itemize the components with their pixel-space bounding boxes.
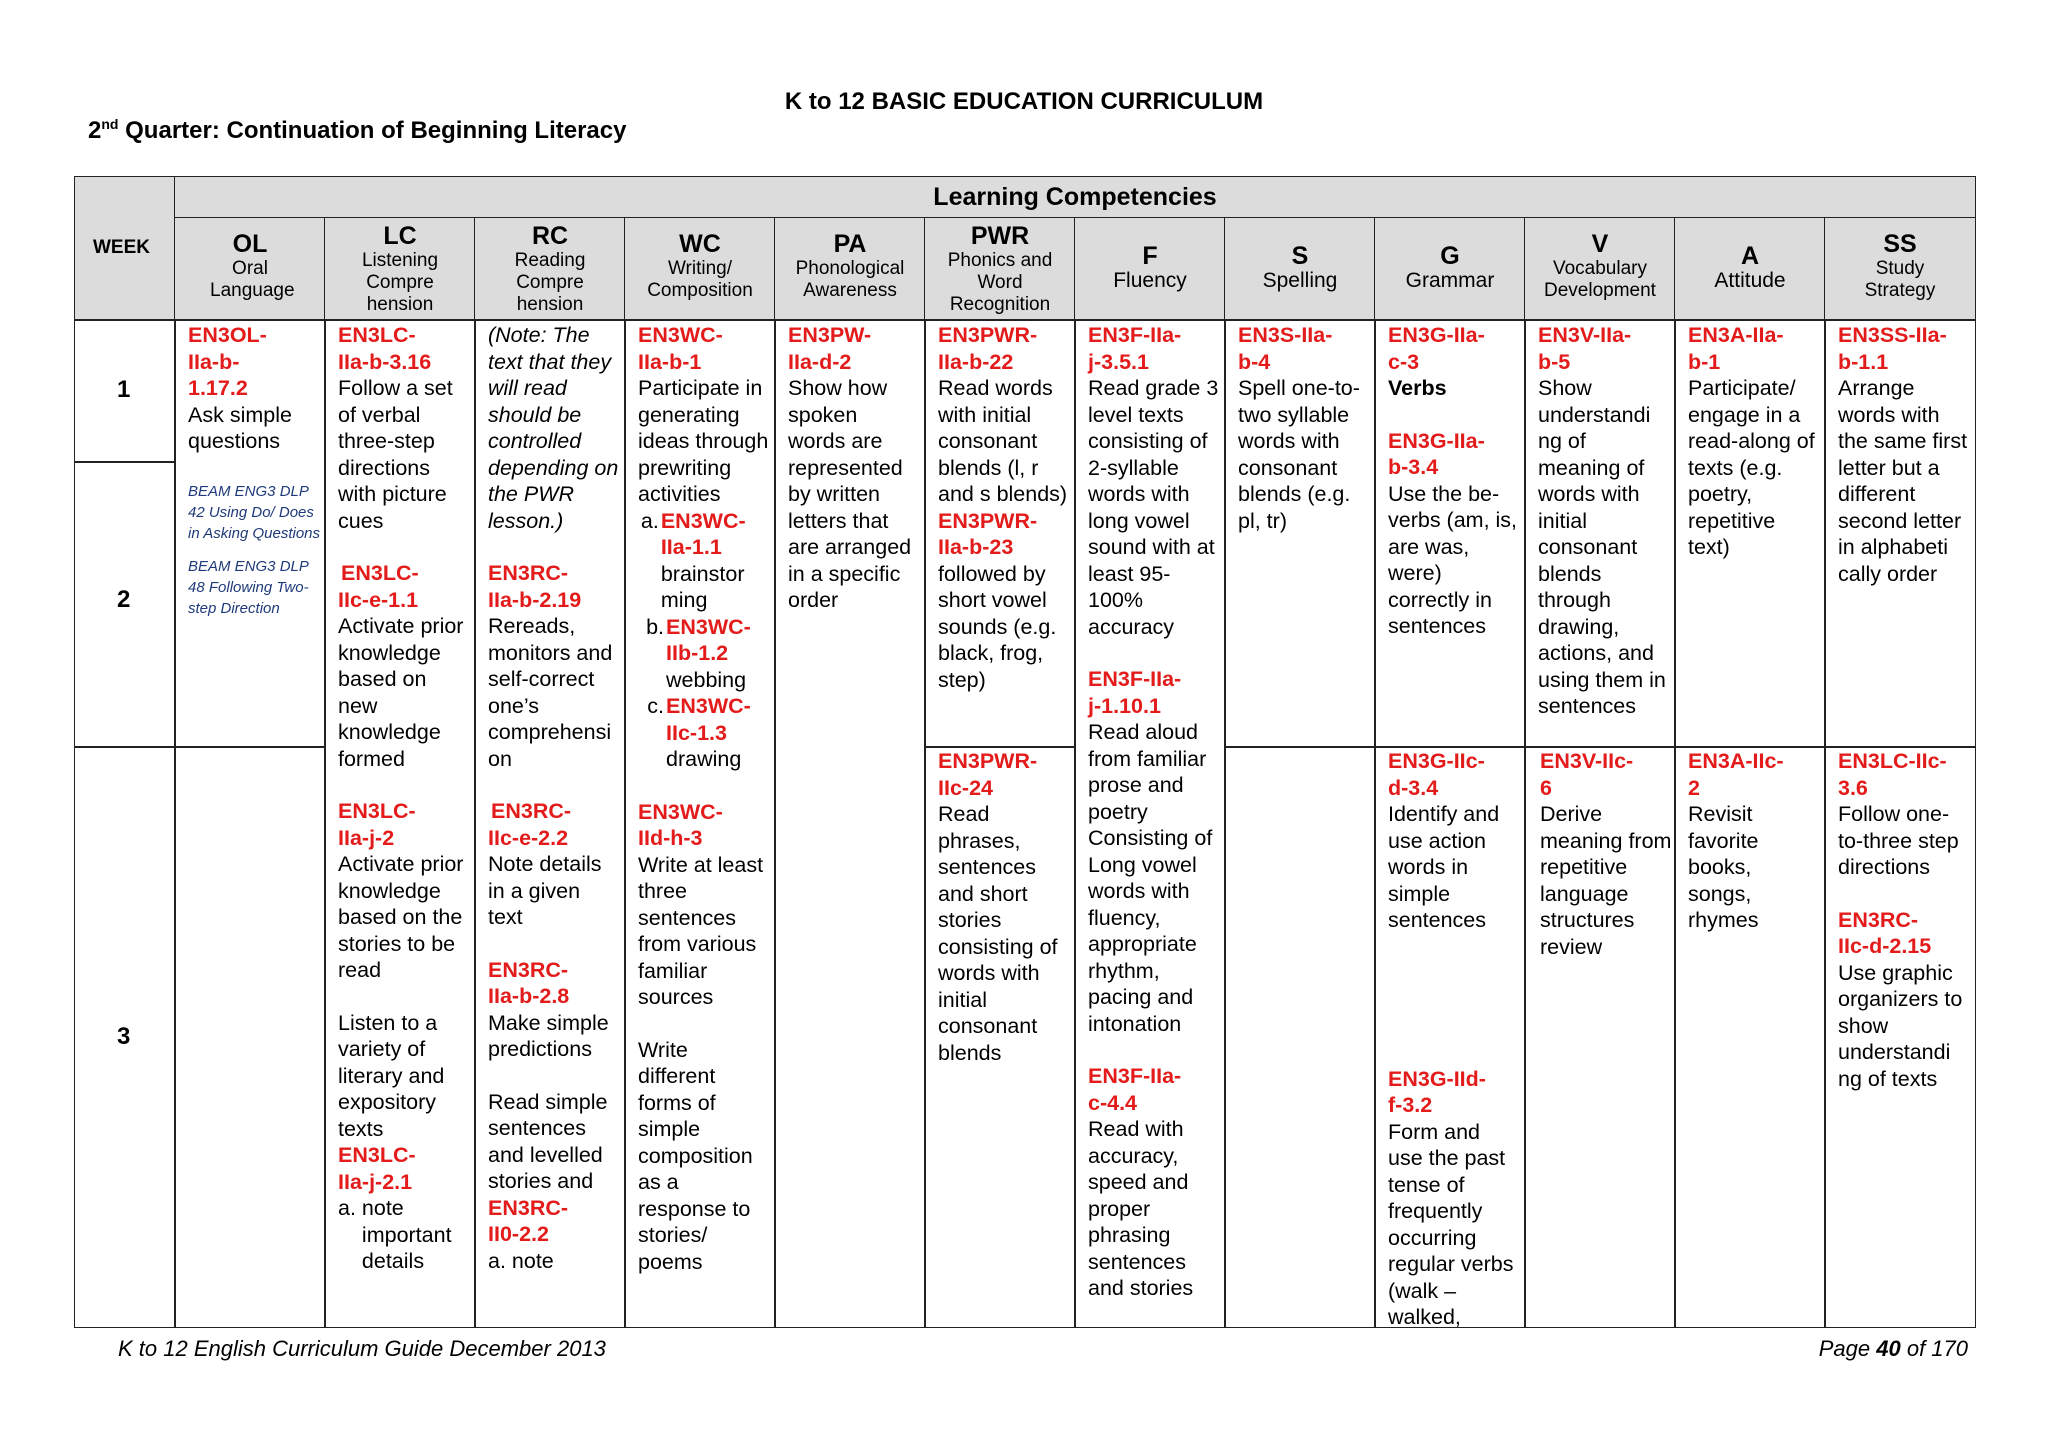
column-header-lc: LC Listening Compre hension xyxy=(324,217,476,321)
ss-content-weeks-1-2: EN3SS-IIa- b-1.1 Arrange words with the same first letter but a different second letter in alphabeti cally order xyxy=(1838,323,1968,586)
column-header-wc: WC Writing/ Composition xyxy=(624,217,776,321)
a-content-week-3: EN3A-IIc- 2 Revisit favorite books, songs, rhymes xyxy=(1688,749,1784,932)
a-content-weeks-1-2: EN3A-IIa- b-1 Participate/ engage in a read-along of texts (e.g. poetry, repetitive text) xyxy=(1688,323,1815,559)
lc-content: EN3LC- IIa-b-3.16 Follow a set of verbal three-step directions with picture cues EN3LC- IIc-e-1.1 Activate prior knowledge based on new knowledge formed EN3LC- IIa-j-2 Activate prior knowledge based on the stories to be read Listen to a variety of literary and expository texts EN3LC- IIa-j-2.1 a. note important details xyxy=(338,323,464,1273)
s-cell-week-3 xyxy=(1224,746,1376,1328)
wc-content: EN3WC- IIa-b-1 Participate in generating ideas through prewriting activities a. EN3WC- IIa-1.1 brainstor ming b. EN3WC- IIb-1.2 webbing c. EN3WC- IIc-1.3 drawing EN3WC- IId-h-3 Write at least three sentences from various familiar sources Write different forms of simple composition as a response to stories/ poems xyxy=(638,323,769,1274)
week-header-label: WEEK xyxy=(93,237,150,258)
quarter-heading: 2nd Quarter: Continuation of Beginning Literacy xyxy=(88,116,627,144)
s-content: EN3S-IIa- b-4 Spell one-to- two syllable words with consonant blends (e.g. pl, tr) xyxy=(1238,323,1360,533)
ss-content-week-3: EN3LC-IIc- 3.6 Follow one-to-three step directions EN3RC- IIc-d-2.15 Use graphic organizers to show understandi ng of texts xyxy=(1838,749,1963,1091)
column-header-g: G Grammar xyxy=(1374,217,1526,321)
rc-content: (Note: The text that they will read should be controlled depending on the PWR lesson.) EN3RC- IIa-b-2.19 Rereads, monitors and self-correct one’s comprehensi on EN3RC- IIc-e-2.2 Note details in a given text EN3RC- IIa-b-2.8 Make simple predictions Read simple sentences and levelled stories and EN3RC- II0-2.2 a. note xyxy=(488,323,619,1273)
week-2-cell: 2 xyxy=(74,461,176,748)
f-content: EN3F-IIa- j-3.5.1 Read grade 3 level texts consisting of 2-syllable words with long vowel sound with at least 95-100% accuracy EN3F-IIa- j-1.10.1 Read aloud from familiar prose and poetry Consisting of Long vowel words with fluency, appropriate rhythm, pacing and intonation EN3F-IIa- c-4.4 Read with accuracy, speed and proper phrasing sentences and stories xyxy=(1088,323,1219,1300)
column-header-s: S Spelling xyxy=(1224,217,1376,321)
week-1-cell: 1 xyxy=(74,319,176,463)
column-header-a: A Attitude xyxy=(1674,217,1826,321)
ol-beam-note-1: BEAM ENG3 DLP 42 Using Do/ Does in Asking Questions xyxy=(188,482,321,542)
learning-competencies-header: Learning Competencies xyxy=(174,176,1976,219)
pa-content: EN3PW- IIa-d-2 Show how spoken words are represented by written letters that are arranged in a specific order xyxy=(788,323,912,612)
ol-beam-note-2: BEAM ENG3 DLP 48 Following Two-step Direction xyxy=(188,557,309,617)
footer-guide-title: K to 12 English Curriculum Guide December 2013 xyxy=(118,1336,606,1361)
v-content-week-3: EN3V-IIc- 6 Derive meaning from repetitive language structures review xyxy=(1540,749,1672,959)
ol-cell-week-3 xyxy=(174,746,326,1328)
column-header-rc: RC Reading Compre hension xyxy=(474,217,626,321)
column-header-f: F Fluency xyxy=(1074,217,1226,321)
footer-page-number: Page 40 of 170 xyxy=(1818,1336,1968,1361)
document-title: K to 12 BASIC EDUCATION CURRICULUM xyxy=(784,88,1264,115)
column-header-pa: PA Phonological Awareness xyxy=(774,217,926,321)
v-content-weeks-1-2: EN3V-IIa- b-5 Show understandi ng of meaning of words with initial consonant blends through drawing, actions, and using them in sentences xyxy=(1538,323,1666,718)
pwr-content-weeks-1-2: EN3PWR- IIa-b-22 Read words with initial consonant blends (l, r and s blends) EN3PWR- IIa-b-23 followed by short vowel sounds (e.g. black, frog, step) xyxy=(938,323,1068,692)
ol-content: EN3OL- IIa-b- 1.17.2 Ask simple questions BEAM ENG3 DLP 42 Using Do/ Does in Asking Questions BEAM ENG3 DLP 48 Following Two-step Direction xyxy=(188,323,321,617)
pwr-content-week-3: EN3PWR- IIc-24 Read phrases, sentences and short stories consisting of words with initial consonant blends xyxy=(938,749,1058,1065)
competencies-table xyxy=(74,176,1976,1328)
week-3-cell: 3 xyxy=(74,746,176,1328)
column-header-pwr: PWR Phonics and Word Recognition xyxy=(924,217,1076,321)
week-header-cell xyxy=(74,176,176,321)
column-header-ol: OL Oral Language xyxy=(174,217,326,321)
column-header-v: V Vocabulary Development xyxy=(1524,217,1676,321)
column-header-ss: SS Study Strategy xyxy=(1824,217,1976,321)
g-content-week-3: EN3G-IIc- d-3.4 Identify and use action words in simple sentences EN3G-IId- f-3.2 Form and use the past tense of frequently occurring regular verbs (walk – walked, xyxy=(1388,749,1514,1329)
g-content-weeks-1-2: EN3G-IIa- c-3 Verbs EN3G-IIa- b-3.4 Use the be-verbs (am, is, are was, were) correctly in sentences xyxy=(1388,323,1518,638)
